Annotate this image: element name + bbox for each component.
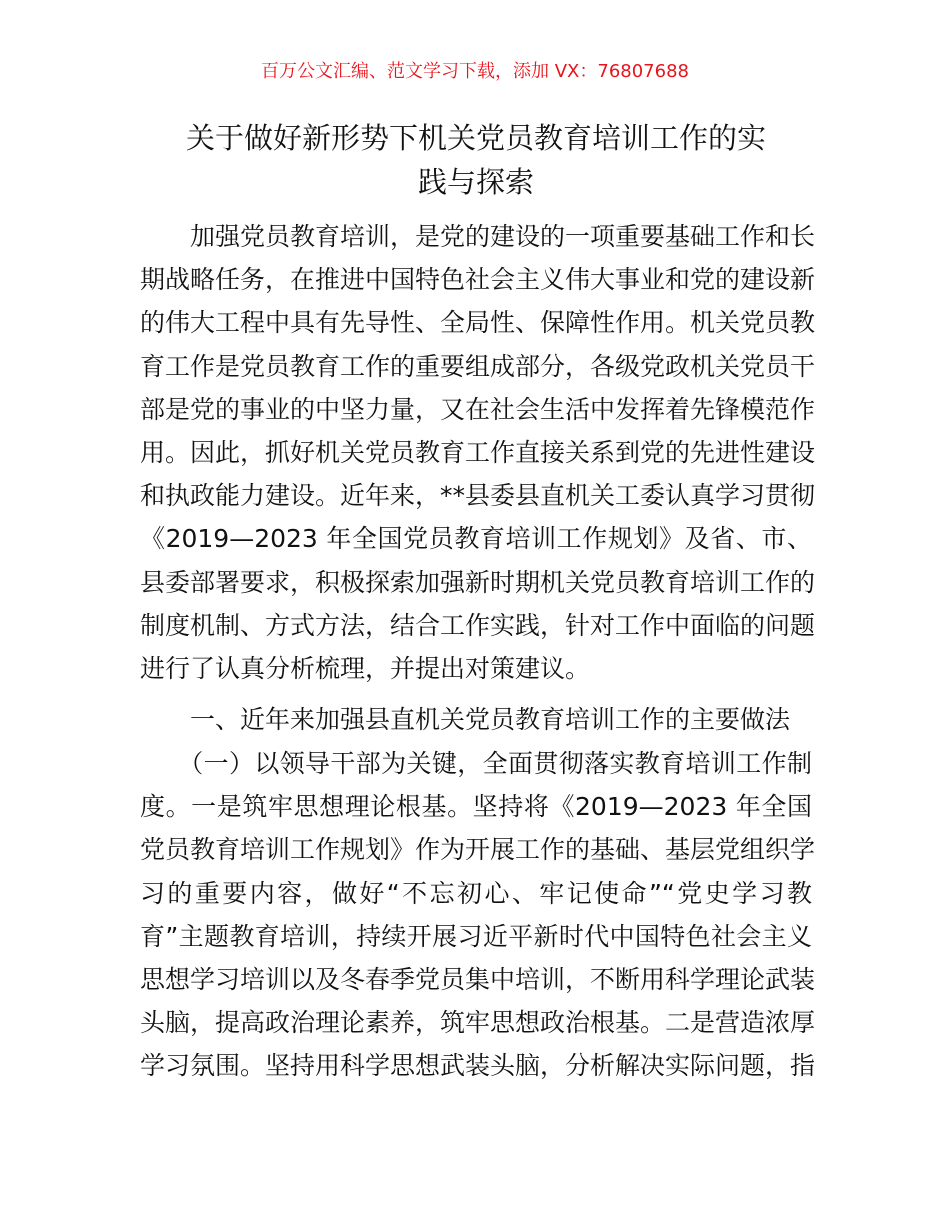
text-line: 和执政能力建设。近年来，**县委县直机关工委认真学习贯彻 (140, 481, 816, 511)
text-line: 思想学习培训以及冬春季党员集中培训，不断用科学理论武装 (140, 965, 816, 994)
text-line: 党员教育培训工作规划》作为开展工作的基础、基层党组织学 (140, 835, 816, 865)
text-line: 县委部署要求，积极探索加强新时期机关党员教育培训工作的 (140, 567, 816, 597)
text-line: 加强党员教育培训，是党的建设的一项重要基础工作和长 (140, 222, 816, 251)
text-line: 习的重要内容，做好“不忘初心、牢记使命”“党史学习教 (140, 878, 812, 908)
document-title-line-2: 践与探索 (417, 165, 534, 199)
text-line: 进行了认真分析梳理，并提出对策建议。 (140, 654, 591, 683)
text-line: 度。一是筑牢思想理论根基。坚持将《2019—2023 年全国 (140, 792, 812, 822)
watermark-banner: 百万公文汇编、范文学习下载，添加 VX：76807688 (261, 61, 689, 82)
text-line: （一）以领导干部为关键，全面贯彻落实教育培训工作制 (140, 749, 812, 778)
document-title-line-1: 关于做好新形势下机关党员教育培训工作的实 (185, 121, 766, 155)
text-line: 育”主题教育培训，持续开展习近平新时代中国特色社会主义 (140, 921, 812, 951)
text-line: 头脑，提高政治理论素养，筑牢思想政治根基。二是营造浓厚 (140, 1008, 816, 1038)
text-line: 学习氛围。坚持用科学思想武装头脑，分析解决实际问题，指 (140, 1051, 816, 1081)
section-heading: 一、近年来加强县直机关党员教育培训工作的主要做法 (140, 705, 791, 734)
text-line: 用。因此，抓好机关党员教育工作直接关系到党的先进性建设 (140, 438, 816, 467)
text-line: 《2019—2023 年全国党员教育培训工作规划》及省、市、 (140, 524, 812, 554)
text-line: 育工作是党员教育工作的重要组成部分，各级党政机关党员干 (140, 351, 816, 381)
text-line: 制度机制、方式方法，结合工作实践，针对工作中面临的问题 (140, 610, 816, 640)
text-line: 部是党的事业的中坚力量，又在社会生活中发挥着先锋模范作 (140, 394, 816, 424)
text-line: 的伟大工程中具有先导性、全局性、保障性作用。机关党员教 (140, 308, 816, 338)
text-line: 期战略任务，在推进中国特色社会主义伟大事业和党的建设新 (140, 265, 816, 295)
